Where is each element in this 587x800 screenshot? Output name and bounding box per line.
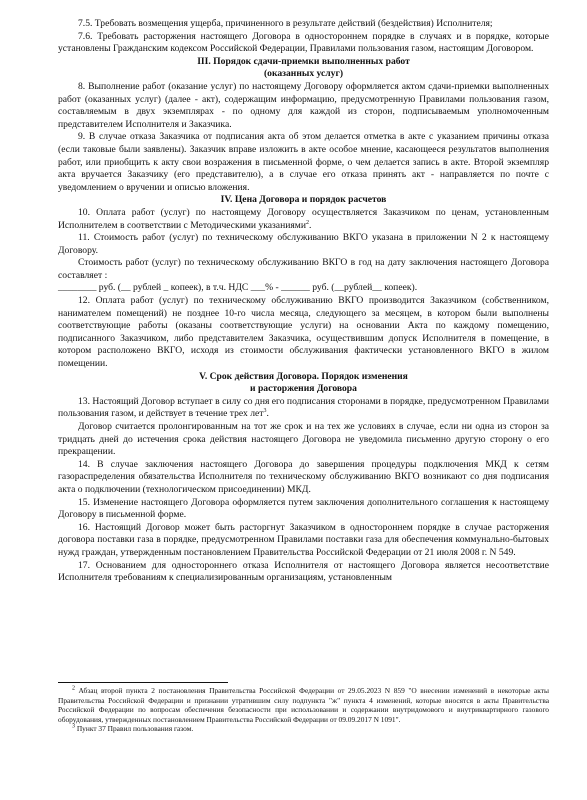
paragraph-10-text: 10. Оплата работ (услуг) по настоящему Договору осуществляется Заказчиком по ценам, установленным Исполнителем в соответствии с Методическими указаниями [58,206,549,231]
footnote-ref-2: 2 [305,219,309,226]
footnote-3-number: 3 [72,723,75,730]
paragraph-16: 16. Настоящий Договор может быть расторгнут Заказчиком в одностороннем порядке в случае расторжения договора поставки газа в порядке, предусмотренном Правилами поставки газа для обеспечения коммунально-бытовых нужд граждан, утвержденным постановлением Правительства Российской Федерации от 21 июля 2008 г. N 549. [58,521,549,558]
paragraph-13 [58,396,549,421]
paragraph-11: 11. Стоимость работ (услуг) по техническому обслуживанию ВКГО указана в приложении N 2 к настоящему Договору. [58,232,549,256]
section-5-heading: V. Срок действия Договора. Порядок изменения [199,370,408,382]
footnote-3 [58,724,549,734]
section-5-heading-subtitle: и расторжения Договора [250,383,357,395]
paragraph-13-text: 13. Настоящий Договор вступает в силу со дня его подписания сторонами в порядке, предусмотренном Правилами пользования газом, и действует в течение трех лет [58,395,549,420]
section-3-heading-subtitle: (оказанных услуг) [263,68,344,80]
section-3-heading: III. Порядок сдачи-приемки выполненных работ [197,55,410,67]
paragraph-12: 12. Оплата работ (услуг) по техническому обслуживанию ВКГО производится Заказчиком (собственником, нанимателем помещений) не позднее 10-го числа месяца, следующего за месяцем, в котором были выполнены соответствующие работы (оказаны соответствующие услуги) на основании Акта по каждому помещению, подписанного Заказчиком, либо представителем Заказчика, осуществившим допуск Исполнителя в помещение, в котором расположено ВКГО, исходя из стоимости обслуживания фактически установленного ВКГО в жилом помещении. [58,295,549,370]
paragraph-8: 8. Выполнение работ (оказание услуг) по настоящему Договору оформляется актом сдачи-приемки выполненных работ (оказанных услуг) (далее - акт), содержащим информацию, предусмотренную Правилами пользования газом, составляемым в двух экземплярах - по одному для каждой из сторон, подписываемым уполномоченным представителем Исполнителя и Заказчика. [58,80,549,130]
footnote-2-number: 2 [72,685,75,692]
paragraph-13-end: . [266,408,269,420]
footnote-2 [58,686,549,724]
paragraph-10-end: . [308,219,312,231]
footnote-ref-3: 3 [263,408,267,415]
footnote-divider [58,682,228,683]
footnote-3-text: Пункт 37 Правил пользования газом. [75,724,194,734]
footnotes [58,682,549,734]
paragraph-13-prolongation: Договор считается пролонгированным на тот же срок и на тех же условиях в случае, если ни одна из сторон за тридцать дней до истечения срока действия настоящего Договора не уведомила письменно другую сторону о его прекращении. [58,421,549,458]
paragraph-17: 17. Основанием для одностороннего отказа Исполнителя от настоящего Договора является несоответствие Исполнителя требованиям к специализированным организациям, установленным [58,559,549,584]
paragraph-11-amount-line: ________ руб. (__ рублей _ копеек), в т.ч. НДС ___% - ______ руб. (__рублей__ копеек). [58,282,418,294]
paragraph-14: 14. В случае заключения настоящего Договора до завершения процедуры подключения МКД к сетям газораспределения обязательства Исполнителя по техническому обслуживанию ВКГО возникают со дня подписания акта о подключении (технологическом присоединении) МКД. [58,458,549,495]
footnote-2-text: Абзац второй пункта 2 постановления Правительства Российской Федерации от 29.05.2023 N 859 "О внесении изменений в некоторые акты Правительства Российской Федерации и признании утратившим силу подпункта "ж" пункта 4 изменений, которые вносятся в акты Правительства Российской Федерации по вопросам обеспечения безопасности при использовании и содержании внутридомового и внутриквартирного газового оборудования, утвержденных постановлением Правительства Российской Федерации от 09.09.2017 N 1091". [58,686,549,724]
paragraph-15: 15. Изменение настоящего Договора оформляется путем заключения дополнительного соглашения к настоящему Договору в письменной форме. [58,496,549,521]
paragraph-11-cost: Стоимость работ (услуг) по техническому обслуживанию ВКГО в год на дату заключения настоящего Договора составляет : [58,257,549,281]
section-4-heading: IV. Цена Договора и порядок расчетов [220,194,387,206]
paragraph-10 [58,207,549,232]
paragraph-9: 9. В случае отказа Заказчика от подписания акта об этом делается отметка в акте с указанием причины отказа (если таковые были заявлены). Заказчик вправе изложить в акте особое мнение, касающееся результатов выполнения работ, или приобщить к акту свои возражения в письменной форме, о чем делается запись в акте. Второй экземпляр акта вручается Заказчику (его представителю), а в случае его отказа принять акт - направляется по почте с уведомлением о вручении и описью вложения. [58,131,549,193]
paragraph-7-5: 7.5. Требовать возмещения ущерба, причиненного в результате действий (бездействия) Исполнителя; [78,18,493,29]
paragraph-7-6: 7.6. Требовать расторжения настоящего Договора в одностороннем порядке в случаях и в порядке, которые установлены Гражданским кодексом Российской Федерации, Правилами пользования газом, настоящим Договором. [58,30,549,55]
